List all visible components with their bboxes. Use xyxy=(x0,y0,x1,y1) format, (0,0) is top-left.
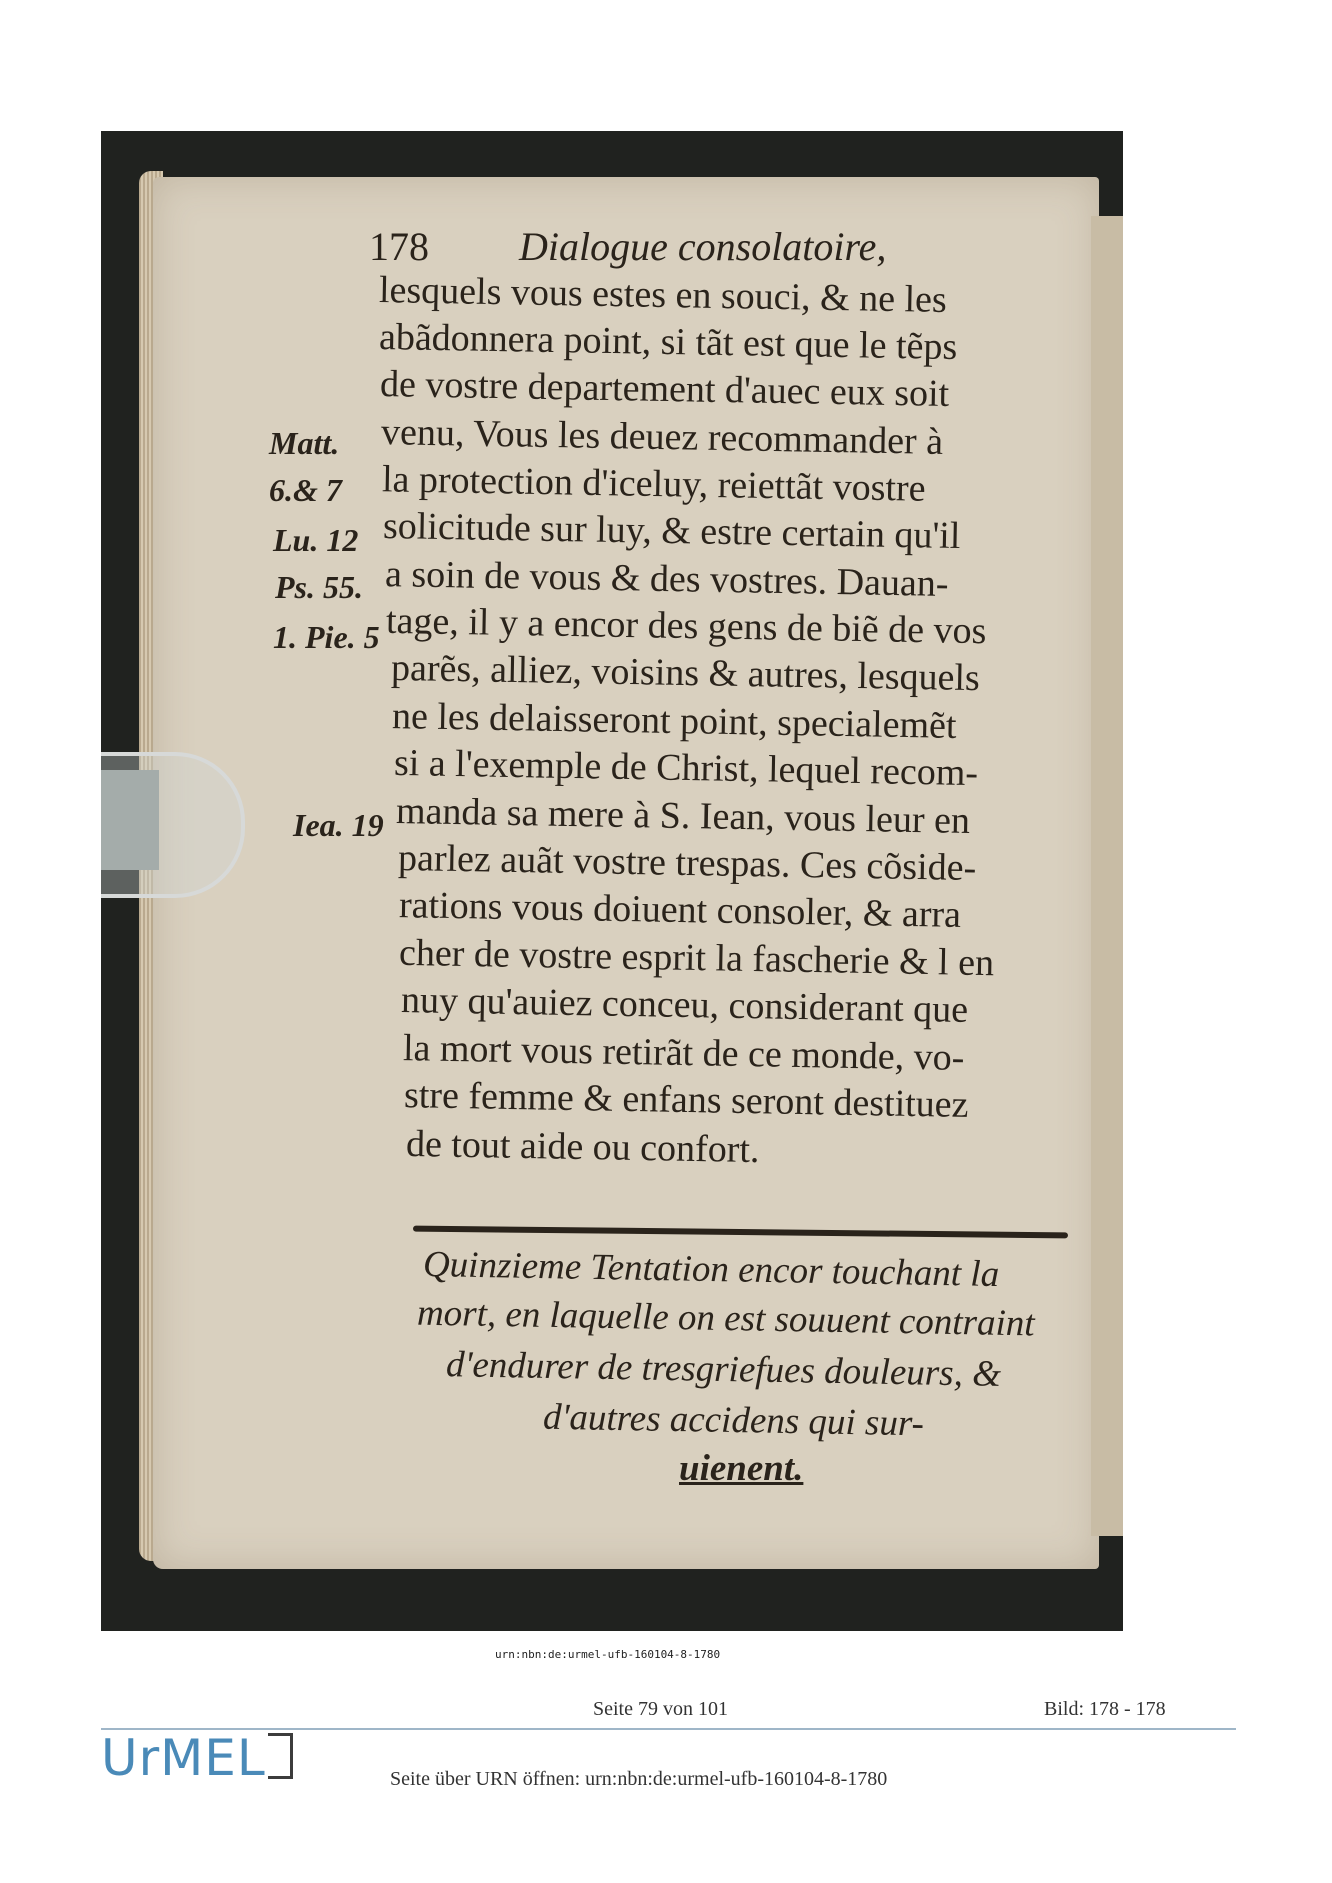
facing-page-edge xyxy=(1091,216,1123,1536)
section-heading-line: d'autres accidens qui sur- xyxy=(542,1396,925,1445)
section-heading-line: d'endurer de tresgriefues douleurs, & xyxy=(445,1344,1002,1395)
body-line: a soin de vous & des vostres. Dauan- xyxy=(384,553,949,605)
body-line: la mort vous retirãt de ce monde, vo- xyxy=(402,1027,965,1079)
margin-note: 6.& 7 xyxy=(269,472,342,508)
body-line: lesquels vous estes en souci, & ne les xyxy=(378,269,948,321)
body-line: parlez auãt vostre trespas. Ces cõside- xyxy=(397,836,977,890)
running-title: Dialogue consolatoire, xyxy=(519,224,887,269)
page-counter: Seite 79 von 101 xyxy=(593,1698,728,1720)
margin-note: Iea. 19 xyxy=(293,807,384,843)
scanned-page-image xyxy=(101,131,1123,1631)
folio-number: 178 xyxy=(369,224,429,269)
body-line: rations vous doiuent consoler, & arra xyxy=(398,884,962,936)
body-line: manda sa mere à S. Iean, vous leur en xyxy=(395,789,971,843)
scan-urn: urn:nbn:de:urmel-ufb-160104-8-1780 xyxy=(495,1648,721,1661)
body-line: de tout aide ou confort. xyxy=(405,1122,760,1172)
urmel-logo xyxy=(101,1729,293,1787)
body-line: abãdonnera point, si tãt est que le tẽps xyxy=(378,315,958,369)
margin-note: Lu. 12 xyxy=(273,522,359,558)
body-line: tage, il y a encor des gens de biẽ de vos xyxy=(385,599,987,653)
body-line: ne les delaisseront point, specialemẽt xyxy=(391,695,957,747)
body-line: nuy qu'auiez conceu, considerant que xyxy=(400,979,969,1031)
running-head xyxy=(369,223,886,270)
footer-divider xyxy=(101,1728,1236,1730)
margin-note: Ps. 55. xyxy=(275,569,363,605)
section-heading-line: mort, en laquelle on est souuent contraint xyxy=(416,1292,1035,1345)
section-heading-line: Quinzieme Tentation encor touchant la xyxy=(422,1243,1000,1296)
margin-note: Matt. xyxy=(269,425,340,461)
section-heading-line: uienent. xyxy=(679,1448,804,1489)
body-line: cher de vostre esprit la fascherie & l en xyxy=(398,931,995,985)
bookmark-clip xyxy=(101,752,245,898)
logo-bracket-icon xyxy=(268,1733,293,1779)
margin-note: 1. Pie. 5 xyxy=(273,619,380,655)
body-line: parẽs, alliez, voisins & autres, lesquels xyxy=(390,646,981,700)
body-line: stre femme & enfans seront destituez xyxy=(403,1074,969,1126)
body-line: si a l'exemple de Christ, lequel recom- xyxy=(393,741,979,795)
logo-text: UrMEL xyxy=(101,1729,266,1787)
body-line: solicitude sur luy, & estre certain qu'il xyxy=(382,504,961,558)
body-line: la protection d'iceluy, reiettãt vostre xyxy=(381,458,926,510)
image-range: Bild: 178 - 178 xyxy=(1044,1698,1166,1720)
body-line: venu, Vous les deuez recommander à xyxy=(380,411,944,463)
urn-link[interactable]: Seite über URN öffnen: urn:nbn:de:urmel-ufb-160104-8-1780 xyxy=(390,1768,888,1790)
body-line: de vostre departement d'auec eux soit xyxy=(379,363,950,415)
